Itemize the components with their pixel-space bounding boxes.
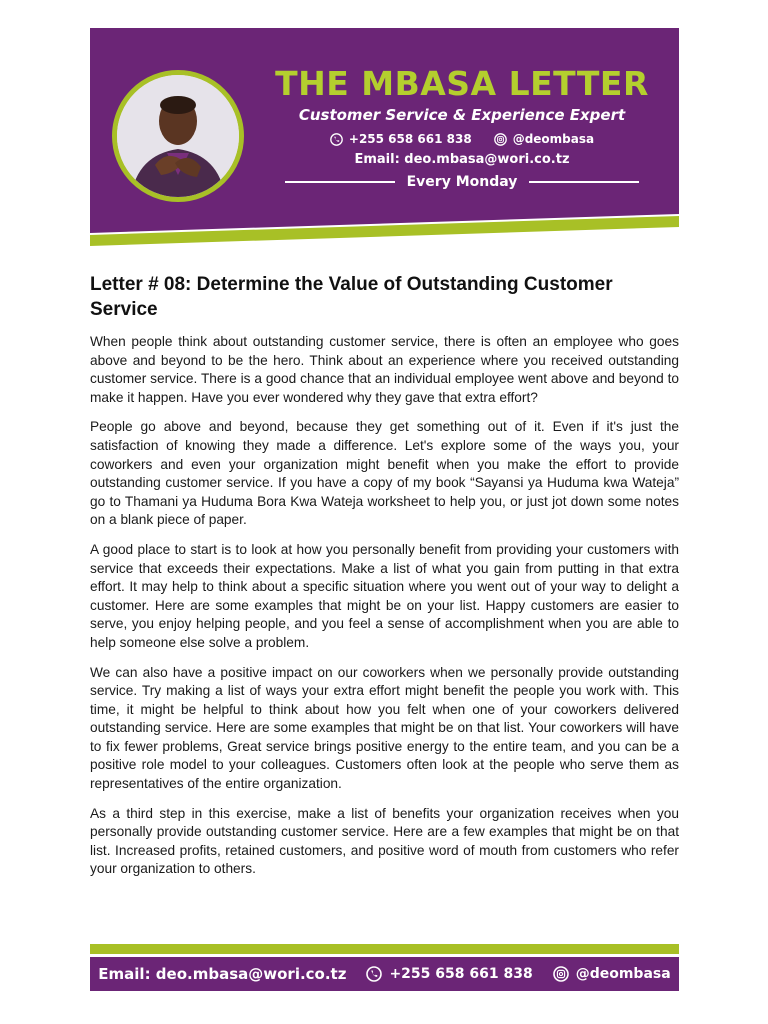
portrait-image: [117, 75, 239, 197]
paragraph-5: As a third step in this exercise, make a list of benefits your organization receives when you personally provide outstanding customer service. Here are a few examples that might be on that list. Increased profits, retained customers, and positive word of mouth from customers who refer your organization to others.: [90, 805, 679, 877]
paragraph-3: A good place to start is to look at how you personally benefit from providing your customers with service that exceeds their expectations. Make a list of what you gain from putting in that extra effort. It may help to think about a specific situation where you went out of your way to delight a customer. Here are some examples that might be on your list. Happy customers are easier to serve, you enjoy helping people, and you feel a sense of accomplishment when you are able to help someone else solve a problem.: [90, 541, 679, 650]
footer-instagram[interactable]: [553, 966, 671, 982]
footer-email[interactable]: Email: deo.mbasa@wori.co.tz: [98, 965, 347, 983]
author-photo: [112, 70, 244, 202]
letter-title: Letter # 08: Determine the Value of Outstanding Customer Service: [90, 274, 613, 320]
paragraph-2: People go above and beyond, because they get something out of it. Even if it's just the satisfaction of knowing they made a difference. Let's explore some of the ways you, your coworkers and even your organization might benefit when you make the effort to provide outstanding customer service. If you have a copy of my book “Sayansi ya Huduma kwa Wateja” go to Thamani ya Huduma Bora Kwa Wateja worksheet to help you, or just jot down some notes on a blank piece of paper.: [90, 419, 679, 528]
paragraph-4: We can also have a positive impact on our coworkers when we personally provide outstanding service. Try making a list of ways your extra effort might benefit the people you work with. This time, it might be helpful to think about how you felt when one of your coworkers delivered outstanding service. Here are some examples that might be on that list. Your coworkers will have to fix fewer problems, Great service brings positive energy to the entire team, and you can be a positive role model to your colleagues. Customers often look at the people who serve them as representatives of the entire organization.: [90, 664, 679, 792]
instagram-icon: [494, 133, 507, 146]
instagram-icon: [553, 966, 569, 982]
paragraph-1: When people think about outstanding customer service, there is often an employee who goes above and beyond to be the hero. Think about an experience where you received outstanding customer service. There is a good chance that an individual employee went above and beyond to make it happen. Have you ever wondered why they gave that extra effort?: [90, 334, 679, 405]
newsletter-title: THE MBASA LETTER: [275, 64, 649, 103]
header-phone-text: +255 658 661 838: [348, 132, 472, 146]
header-banner: [90, 28, 679, 250]
header-instagram[interactable]: [494, 132, 594, 146]
header-handle-text: @deombasa: [512, 132, 595, 146]
footer-phone[interactable]: [366, 966, 532, 982]
letter-body: [90, 272, 679, 890]
phone-icon: [366, 966, 382, 982]
footer-accent-bar: [90, 944, 679, 954]
footer-phone-text: +255 658 661 838: [389, 966, 533, 982]
header-contact-line: [262, 132, 662, 146]
footer-bar: [90, 957, 679, 991]
divider-left: [285, 181, 395, 183]
phone-icon: [330, 133, 343, 146]
newsletter-subtitle: Customer Service & Experience Expert: [298, 106, 626, 124]
header-phone[interactable]: [330, 132, 472, 146]
header-email[interactable]: Email: deo.mbasa@wori.co.tz: [354, 152, 570, 167]
schedule-line: [262, 174, 662, 190]
divider-right: [529, 181, 639, 183]
schedule-text: Every Monday: [406, 174, 518, 190]
footer-handle-text: @deombasa: [575, 966, 671, 982]
